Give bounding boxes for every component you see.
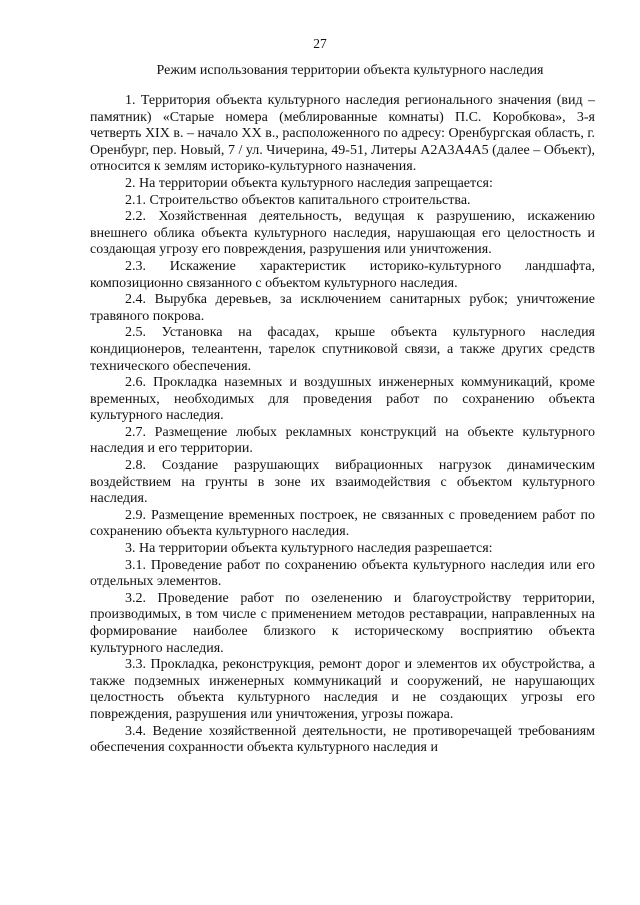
document-body: [90, 93, 595, 757]
paragraph-3-4: 3.4. Ведение хозяйственной деятельности, не противоречащей требованиям обеспечения сохранности объекта культурного наследия и: [90, 723, 595, 756]
paragraph-2-3: 2.3. Искажение характеристик историко-культурного ландшафта, композиционно связанного с объектом культурного наследия.: [90, 258, 595, 291]
paragraph-2-8: 2.8. Создание разрушающих вибрационных нагрузок динамическим воздействием на грунты в зоне их взаимодействия с объектом культурного наследия.: [90, 458, 595, 507]
paragraph-3-1: 3.1. Проведение работ по сохранению объекта культурного наследия или его отдельных элементов.: [90, 557, 595, 590]
paragraph-3-2: 3.2. Проведение работ по озеленению и благоустройству территории, производимых, в том числе с применением методов реставрации, направленных на формирование наиболее близкого к историческому восприятию объекта культурного наследия.: [90, 590, 595, 656]
document-title: Режим использования территории объекта культурного наследия: [156, 63, 544, 78]
paragraph-2-4: 2.4. Вырубка деревьев, за исключением санитарных рубок; уничтожение травяного покрова.: [90, 292, 595, 324]
paragraph-2-1: 2.1. Строительство объектов капитального строительства.: [125, 192, 471, 208]
paragraph-3-3: 3.3. Прокладка, реконструкция, ремонт дорог и элементов их обустройства, а также подземных инженерных коммуникаций и сооружений, не нарушающих целостность объекта культурного наследия и не создающих угрозы его повреждения, разрушения или уничтожения, угрозы пожара.: [90, 657, 595, 722]
paragraph-2-9: 2.9. Размещение временных построек, не связанных с проведением работ по сохранению объекта культурного наследия.: [90, 507, 595, 540]
paragraph-2-6: 2.6. Прокладка наземных и воздушных инженерных коммуникаций, кроме временных, необходимых для проведения работ по сохранению объекта культурного наследия.: [90, 375, 595, 424]
paragraph-2-7: 2.7. Размещение любых рекламных конструкций на объекте культурного наследия и его территории.: [90, 424, 595, 457]
page-number: 27: [313, 36, 327, 51]
paragraph-2: 2. На территории объекта культурного наследия запрещается:: [125, 175, 493, 191]
paragraph-1: 1. Территория объекта культурного наследия регионального значения (вид – памятник) «Старые номера (меблированные комнаты) П.С. Коробкова», 3-я четверть XIX в. – начало XX в., расположенного по адресу: Оренбургская область, г. Оренбург, пер. Новый, 7 / ул. Чичерина, 49-51, Литеры А2А3А4А5 (далее – Объект), относится к землям историко-культурного назначения.: [90, 93, 595, 175]
paragraph-3: 3. На территории объекта культурного наследия разрешается:: [125, 541, 493, 557]
paragraph-2-2: 2.2. Хозяйственная деятельность, ведущая к разрушению, искажению внешнего облика объекта культурного наследия, нарушающая его целостность и создающая угрозу его повреждения, разрушения или уничтожения.: [90, 209, 595, 258]
paragraph-2-5: 2.5. Установка на фасадах, крыше объекта культурного наследия кондиционеров, телеантенн, тарелок спутниковой связи, а также других средств технического обеспечения.: [90, 325, 595, 374]
